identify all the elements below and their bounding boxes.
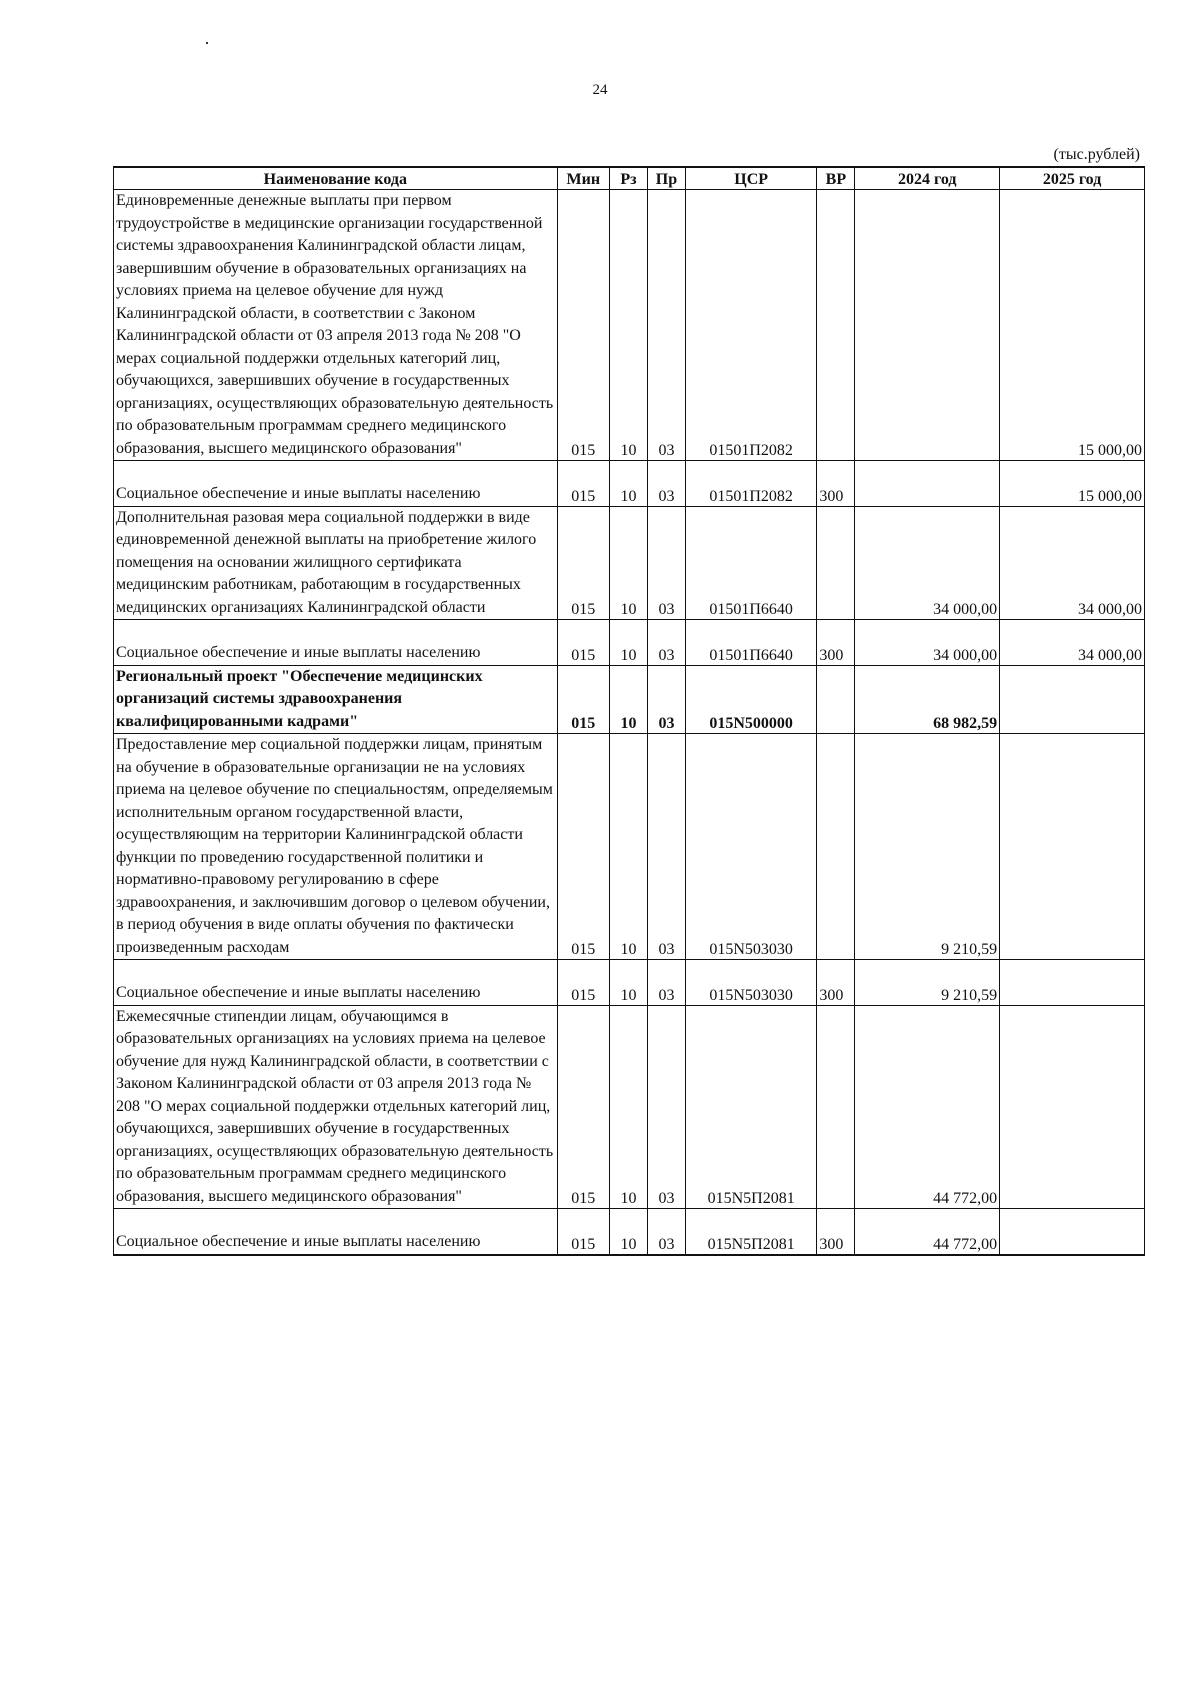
row-vr [817,734,855,960]
budget-table [113,166,1145,1256]
row-rz: 10 [609,1005,647,1209]
row-rz: 10 [609,960,647,1006]
row-2024: 44 772,00 [855,1005,1000,1209]
row-vr: 300 [817,960,855,1006]
row-2025 [1000,1209,1145,1255]
row-rz: 10 [609,190,647,461]
table-row [114,734,1145,960]
row-csr: 015N5П2081 [685,1209,816,1255]
row-pr: 03 [647,506,685,620]
table-row [114,1209,1145,1255]
header-2024: 2024 год [855,167,1000,190]
row-2024: 44 772,00 [855,1209,1000,1255]
row-min: 015 [557,734,609,960]
row-csr: 015N500000 [685,665,816,734]
row-min: 015 [557,1209,609,1255]
row-vr [817,1005,855,1209]
row-2024: 9 210,59 [855,734,1000,960]
row-2025 [1000,960,1145,1006]
header-min: Мин [557,167,609,190]
row-min: 015 [557,960,609,1006]
row-2025: 15 000,00 [1000,190,1145,461]
table-row [114,506,1145,620]
row-min: 015 [557,620,609,666]
row-pr: 03 [647,1005,685,1209]
row-csr: 015N5П2081 [685,1005,816,1209]
row-vr [817,665,855,734]
row-2025 [1000,665,1145,734]
table-row [114,620,1145,666]
table-row [114,1005,1145,1209]
row-csr: 015N503030 [685,960,816,1006]
row-rz: 10 [609,506,647,620]
units-label: (тыс.рублей) [1053,146,1140,163]
row-csr: 01501П6640 [685,620,816,666]
row-min: 015 [557,461,609,507]
header-2025: 2025 год [1000,167,1145,190]
row-name: Региональный проект "Обеспечение медицинских организаций системы здравоохранения квалифицированными кадрами" [114,665,558,734]
row-csr: 015N503030 [685,734,816,960]
row-pr: 03 [647,665,685,734]
row-rz: 10 [609,461,647,507]
row-name: Социальное обеспечение и иные выплаты населению [114,461,558,507]
row-rz: 10 [609,620,647,666]
row-min: 015 [557,190,609,461]
header-csr: ЦСР [685,167,816,190]
row-name: Социальное обеспечение и иные выплаты населению [114,1209,558,1255]
row-min: 015 [557,1005,609,1209]
row-name: Социальное обеспечение и иные выплаты населению [114,620,558,666]
row-vr: 300 [817,461,855,507]
row-name: Предоставление мер социальной поддержки лицам, принятым на обучение в образовательные организации не на условиях приема на целевое обучение по специальностям, определяемым исполнительным органом государственной власти, осуществляющим на территории Калининградской области функции по проведению государственной политики и нормативно-правовому регулированию в сфере здравоохранения, и заключившим договор о целевом обучении, в период обучения в виде оплаты обучения по фактически произведенным расходам [114,734,558,960]
row-rz: 10 [609,1209,647,1255]
header-vr: ВР [817,167,855,190]
row-vr [817,506,855,620]
row-pr: 03 [647,190,685,461]
page-number: 24 [592,82,608,98]
scan-speck [206,42,208,44]
row-vr: 300 [817,620,855,666]
row-rz: 10 [609,665,647,734]
row-vr [817,190,855,461]
row-2025: 34 000,00 [1000,506,1145,620]
table-row [114,461,1145,507]
header-pr: Пр [647,167,685,190]
row-2025: 34 000,00 [1000,620,1145,666]
row-2024: 34 000,00 [855,620,1000,666]
row-2025: 15 000,00 [1000,461,1145,507]
row-name: Ежемесячные стипендии лицам, обучающимся в образовательных организациях на условиях приема на целевое обучение для нужд Калининградской области, в соответствии с Законом Калининградской области от 03 апреля 2013 года № 208 "О мерах социальной поддержки отдельных категорий лиц, обучающихся, завершивших обучение в государственных организациях, осуществляющих образовательную деятельность по образовательным программам среднего медицинского образования, высшего медицинского образования" [114,1005,558,1209]
table-row [114,665,1145,734]
header-rz: Рз [609,167,647,190]
row-name: Дополнительная разовая мера социальной поддержки в виде единовременной денежной выплаты на приобретение жилого помещения на основании жилищного сертификата медицинским работникам, работающим в государственных медицинских организациях Калининградской области [114,506,558,620]
row-csr: 01501П2082 [685,461,816,507]
row-2024 [855,461,1000,507]
row-2024: 68 982,59 [855,665,1000,734]
row-rz: 10 [609,734,647,960]
row-pr: 03 [647,461,685,507]
row-min: 015 [557,665,609,734]
table-row [114,190,1145,461]
row-2024: 34 000,00 [855,506,1000,620]
row-2025 [1000,1005,1145,1209]
row-pr: 03 [647,1209,685,1255]
row-min: 015 [557,506,609,620]
row-pr: 03 [647,960,685,1006]
row-2024 [855,190,1000,461]
row-pr: 03 [647,620,685,666]
table-header-row [114,167,1145,190]
row-2025 [1000,734,1145,960]
row-pr: 03 [647,734,685,960]
table-row [114,960,1145,1006]
row-2024: 9 210,59 [855,960,1000,1006]
row-vr: 300 [817,1209,855,1255]
row-name: Единовременные денежные выплаты при первом трудоустройстве в медицинские организации государственной системы здравоохранения Калининградской области лицам, завершившим обучение в образовательных организациях на условиях приема на целевое обучение для нужд Калининградской области, в соответствии с Законом Калининградской области от 03 апреля 2013 года № 208 "О мерах социальной поддержки отдельных категорий лиц, обучающихся, завершивших обучение в государственных организациях, осуществляющих образовательную деятельность по образовательным программам среднего медицинского образования, высшего медицинского образования" [114,190,558,461]
row-name: Социальное обеспечение и иные выплаты населению [114,960,558,1006]
header-name: Наименование кода [114,167,558,190]
row-csr: 01501П6640 [685,506,816,620]
row-csr: 01501П2082 [685,190,816,461]
